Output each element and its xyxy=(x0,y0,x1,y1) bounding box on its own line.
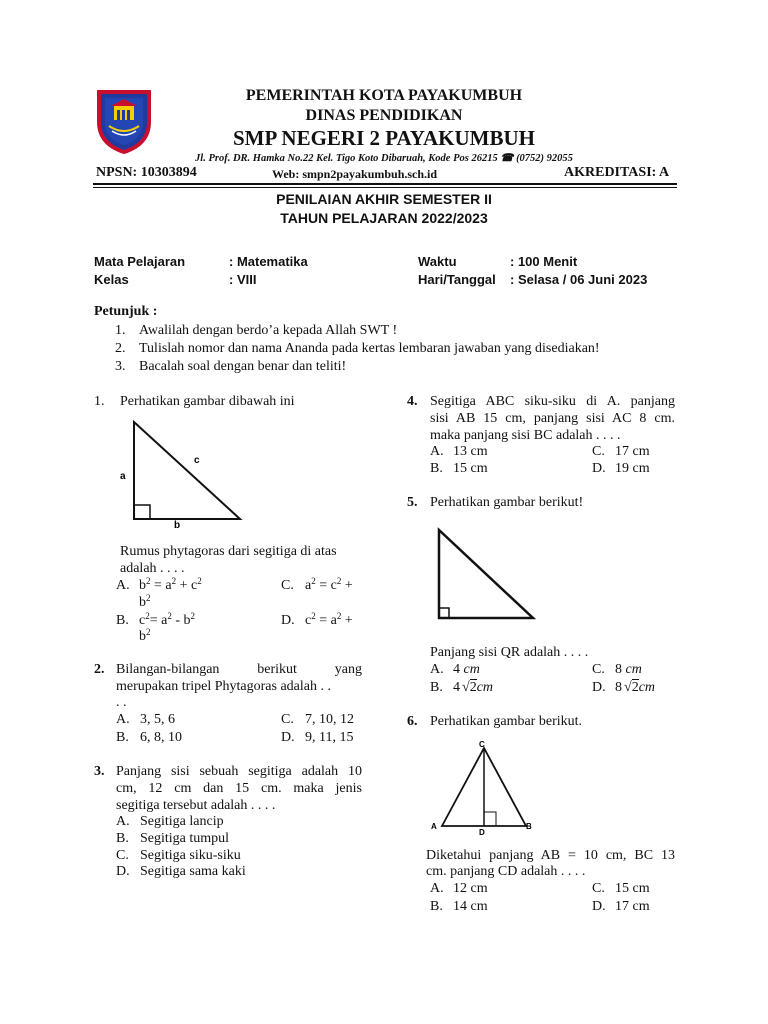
q3-prompt-line3: segitiga tersebut adalah . . . . xyxy=(116,798,276,813)
q2-prompt-line3: . . xyxy=(116,695,127,710)
date-value: : Selasa / 06 Juni 2023 xyxy=(510,272,648,287)
npsn: NPSN: 10303894 xyxy=(96,165,197,180)
sqrt-symbol: √ xyxy=(624,680,632,695)
sqrt-symbol: √ xyxy=(462,680,470,695)
q2-prompt-line1: Bilangan-bilangan berikut yang xyxy=(116,662,362,677)
q1-option-label: C. xyxy=(281,578,294,593)
q4-number: 4. xyxy=(407,394,418,409)
instruction-text: Tulislah nomor dan nama Ananda pada kertas lembaran jawaban yang disediakan! xyxy=(139,341,600,356)
q6-option-label: B. xyxy=(430,899,443,914)
dept-title: DINAS PENDIDIKAN xyxy=(305,107,463,124)
q2-option-label: D. xyxy=(281,730,295,745)
q6-fig-label-d: D xyxy=(479,828,485,836)
q2-option-label: B. xyxy=(116,730,129,745)
q6-fig-label-b: B xyxy=(526,822,532,831)
phone-icon: ☎ xyxy=(500,153,514,164)
q1-option-b: $c^2= a^2 - b^2$ xyxy=(139,611,195,628)
q1-triangle-figure xyxy=(116,418,246,530)
q1-number: 1. xyxy=(94,394,105,409)
q3-option-d: Segitiga sama kaki xyxy=(140,864,246,879)
q2-option-d: 9, 11, 15 xyxy=(305,730,354,745)
q1-prompt-line1: Rumus phytagoras dari segitiga di atas xyxy=(120,544,337,559)
q1-option-label: D. xyxy=(281,613,295,628)
header-rule-thin xyxy=(93,187,677,188)
instruction-num: 1. xyxy=(115,323,126,338)
q4-option-d: 19 cm xyxy=(615,461,650,476)
q5-text: Perhatikan gambar berikut! xyxy=(430,495,584,510)
q2-number: 2. xyxy=(94,662,105,677)
exam-year: TAHUN PELAJARAN 2022/2023 xyxy=(280,210,488,226)
q2-option-a: 3, 5, 6 xyxy=(140,712,175,727)
q1-fig-label-a: a xyxy=(120,471,126,482)
q3-option-b: Segitiga tumpul xyxy=(140,831,230,846)
instruction-text: Bacalah soal dengan benar dan teliti! xyxy=(139,359,347,374)
q5-option-d: 8 √2cm xyxy=(615,680,656,695)
q5-number: 5. xyxy=(407,495,418,510)
school-name: SMP NEGERI 2 PAYAKUMBUH xyxy=(232,126,535,150)
q2-option-c: 7, 10, 12 xyxy=(305,712,354,727)
q4-option-b: 15 cm xyxy=(453,461,488,476)
q4-option-c: 17 cm xyxy=(615,444,650,459)
q1-option-d-line2: $b^2$ xyxy=(139,627,151,644)
q1-prompt-line2: adalah . . . . xyxy=(120,561,185,576)
time-value: : 100 Menit xyxy=(510,254,578,269)
q5-question: Panjang sisi QR adalah . . . . xyxy=(430,645,589,660)
q5-option-label: C. xyxy=(592,662,605,677)
q6-option-d: 17 cm xyxy=(615,899,650,914)
q5-option-a: 4 cm xyxy=(453,662,480,677)
q1-option-c-line1: $a^2 = c^2$ + xyxy=(305,576,353,593)
gov-title: PEMERINTAH KOTA PAYAKUMBUH xyxy=(245,87,523,104)
instruction-num: 3. xyxy=(115,359,126,374)
q3-option-label: D. xyxy=(116,864,130,879)
q1-fig-label-c: c xyxy=(194,455,200,466)
exam-title: PENILAIAN AKHIR SEMESTER II xyxy=(276,191,492,207)
q1-option-label: A. xyxy=(116,578,130,593)
q4-prompt-line3: maka panjang sisi BC adalah . . . . xyxy=(430,428,621,443)
q6-option-a: 12 cm xyxy=(453,881,488,896)
subject-value: : Matematika xyxy=(229,254,308,269)
q6-fig-label-a: A xyxy=(431,822,437,831)
q5-option-label: A. xyxy=(430,662,444,677)
q5-option-c: 8 cm xyxy=(615,662,642,677)
q3-option-c: Segitiga siku-siku xyxy=(140,848,241,863)
school-address: Jl. Prof. DR. Hamka No.22 Kel. Tigo Koto Dibaruah, Kode Pos 26215 ☎ (0752) 92055 xyxy=(195,153,573,164)
q4-option-label: D. xyxy=(592,461,606,476)
q6-option-label: A. xyxy=(430,881,444,896)
q3-prompt-line1: Panjang sisi sebuah segitiga adalah 10 xyxy=(116,764,362,779)
q1-option-d-line1: $c^2 = a^2$ + xyxy=(305,611,353,628)
q6-text: Perhatikan gambar berikut. xyxy=(430,714,583,729)
subject-label: Mata Pelajaran xyxy=(94,254,186,269)
q4-prompt-line1: Segitiga ABC siku-siku di A. panjang xyxy=(430,394,675,409)
q1-option-c-line2: $b^2$ xyxy=(139,593,151,610)
time-label: Waktu xyxy=(418,254,457,269)
q6-option-c: 15 cm xyxy=(615,881,650,896)
q6-option-label: D. xyxy=(592,899,606,914)
q2-option-label: C. xyxy=(281,712,294,727)
q4-prompt-line2: sisi AB 15 cm, panjang sisi AC 8 cm. xyxy=(430,411,675,426)
q3-option-label: C. xyxy=(116,848,129,863)
q4-option-a: 13 cm xyxy=(453,444,488,459)
q3-prompt-line2: cm, 12 cm dan 15 cm. maka jenis xyxy=(116,781,362,796)
q4-option-label: B. xyxy=(430,461,443,476)
instruction-text: Awalilah dengan berdo’a kepada Allah SWT ! xyxy=(139,323,398,338)
q1-text: Perhatikan gambar dibawah ini xyxy=(120,394,295,409)
q4-option-label: C. xyxy=(592,444,605,459)
q1-option-a: $b^2 = a^2 + c^2$ xyxy=(139,576,202,593)
q1-fig-label-b: b xyxy=(174,520,181,530)
date-label: Hari/Tanggal xyxy=(418,272,496,287)
q2-option-b: 6, 8, 10 xyxy=(140,730,182,745)
q6-option-b: 14 cm xyxy=(453,899,488,914)
class-label: Kelas xyxy=(94,272,129,287)
q5-triangle-figure xyxy=(433,526,537,622)
q5-option-label: B. xyxy=(430,680,443,695)
q4-option-label: A. xyxy=(430,444,444,459)
q3-number: 3. xyxy=(94,764,105,779)
akreditasi: AKREDITASI: A xyxy=(564,165,670,180)
q6-fig-label-c: C xyxy=(479,740,485,749)
q3-option-a: Segitiga lancip xyxy=(140,814,224,829)
q2-option-label: A. xyxy=(116,712,130,727)
q6-triangle-figure xyxy=(428,738,540,836)
q3-option-label: A. xyxy=(116,814,130,829)
q2-prompt-line2: merupakan tripel Phytagoras adalah . . xyxy=(116,679,331,694)
q6-option-label: C. xyxy=(592,881,605,896)
q6-prompt-line2: cm. panjang CD adalah . . . . xyxy=(426,864,586,879)
q3-option-label: B. xyxy=(116,831,129,846)
instructions-heading: Petunjuk : xyxy=(94,304,158,319)
q6-number: 6. xyxy=(407,714,418,729)
q5-option-b: 4 √2cm xyxy=(453,680,494,695)
q5-option-label: D. xyxy=(592,680,606,695)
class-value: : VIII xyxy=(229,272,257,287)
website: Web: smpn2payakumbuh.sch.id xyxy=(272,167,438,181)
q1-option-label: B. xyxy=(116,613,129,628)
header-rule-thick xyxy=(93,183,677,185)
q6-prompt-line1: Diketahui panjang AB = 10 cm, BC 13 xyxy=(426,848,675,863)
instruction-num: 2. xyxy=(115,341,126,356)
